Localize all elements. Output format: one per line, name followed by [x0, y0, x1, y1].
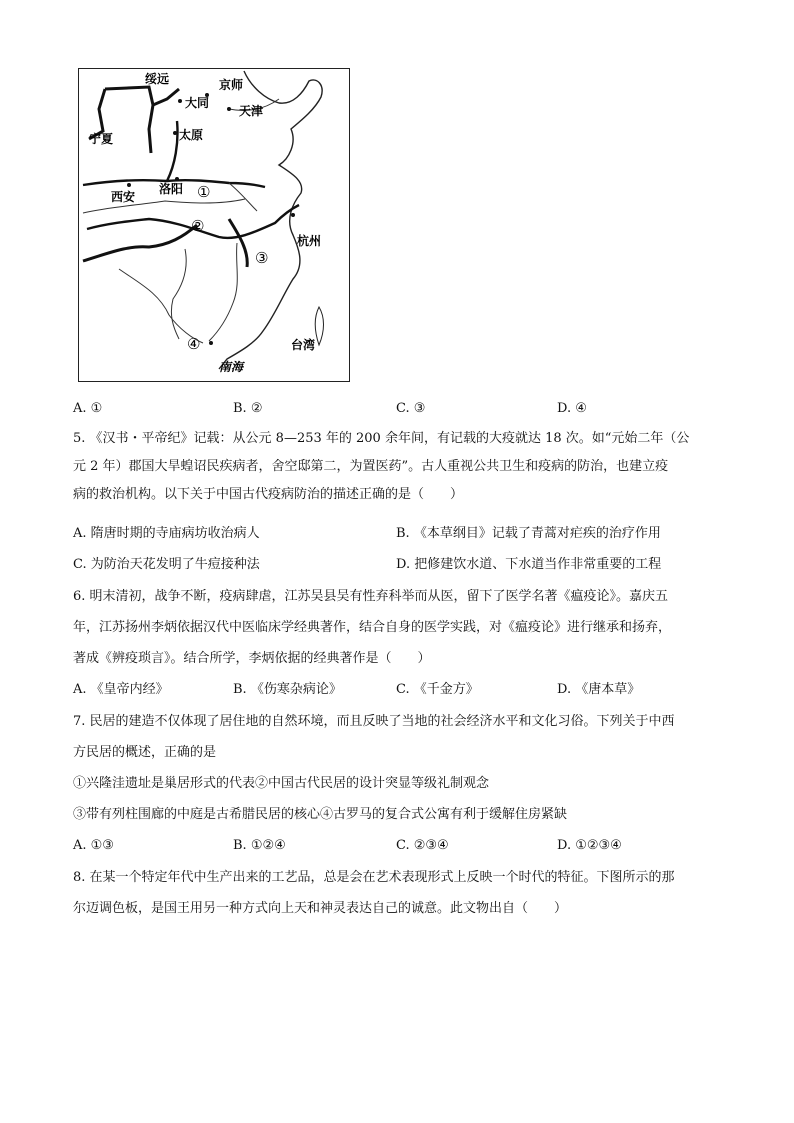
q7-option-b[interactable]: B. ①②④: [233, 838, 286, 853]
historical-map-figure: [78, 68, 350, 382]
map-label-taiwan: 台湾: [291, 338, 316, 352]
yellow-river: [83, 121, 265, 187]
coastline: [219, 71, 322, 369]
boundary-southwest: [83, 225, 197, 261]
map-drawing: [79, 69, 349, 381]
map-label-datong: 大同: [185, 96, 210, 110]
city-dot-tianjin: [227, 107, 231, 111]
q7-option-a[interactable]: A. ①③: [73, 838, 114, 853]
q7-option-d[interactable]: D. ①②③④: [557, 838, 622, 853]
q6-stem-line-2: 年，江苏扬州李炳依据汉代中医临床学经典著作，结合自身的医学实践，对《瘟疫论》进行继承和扬弃，: [73, 620, 672, 635]
q6-stem-line-1: 6. 明末清初，战争不断，疫病肆虐，江苏吴县吴有性弃科举而从医，留下了医学名著《瘟疫论》。嘉庆五: [73, 589, 669, 604]
q5-stem-line-2: 元 2 年）郡国大旱蝗诏民疾病者，舍空邸第二，为置医药”。古人重视公共卫生和疫病的防治，也建立疫: [73, 459, 669, 474]
q5-option-c[interactable]: C. 为防治天花发明了牛痘接种法: [73, 557, 260, 572]
q8-stem-line-2: 尔迈调色板，是国王用另一种方式向上天和神灵表达自己的诚意。此文物出自（ ）: [73, 901, 568, 916]
q6-option-a[interactable]: A. 《皇帝内经》: [73, 682, 169, 697]
city-dot-xian: [127, 183, 131, 187]
q6-option-d[interactable]: D. 《唐本草》: [557, 682, 641, 697]
q4-option-a[interactable]: A. ①: [73, 401, 103, 416]
q4-option-d[interactable]: D. ④: [557, 401, 587, 416]
q4-option-b[interactable]: B. ②: [233, 401, 263, 416]
q5-stem-line-3: 病的救治机构。以下关于中国古代疫病防治的描述正确的是（ ）: [73, 487, 464, 502]
q7-stem-line-1: 7. 民居的建造不仅体现了居住地的自然环境，而且反映了当地的社会经济水平和文化习俗。下列关于中西: [73, 714, 675, 729]
q5-option-d[interactable]: D. 把修建饮水道、下水道当作非常重要的工程: [396, 557, 662, 572]
city-dot-taiyuan: [173, 131, 177, 135]
q6-option-c[interactable]: C. 《千金方》: [396, 682, 479, 697]
map-label-nanhai: 南海: [219, 360, 244, 374]
city-dot-hangzhou: [291, 213, 295, 217]
map-label-suiyuan: 绥远: [145, 72, 170, 86]
q6-option-b[interactable]: B. 《伤寒杂病论》: [233, 682, 342, 697]
q4-option-c[interactable]: C. ③: [396, 401, 426, 416]
map-label-ningxia: 宁夏: [89, 132, 114, 146]
q7-stem-line-2: 方民居的概述，正确的是: [73, 745, 217, 760]
map-label-m3: ③: [255, 249, 269, 267]
minor-river-3: [171, 249, 186, 339]
q7-option-c[interactable]: C. ②③④: [396, 838, 449, 853]
map-label-taiyuan: 太原: [179, 128, 204, 142]
map-label-m2: ②: [191, 217, 205, 235]
q8-stem-line-1: 8. 在某一个特定年代中生产出来的工艺品，总是会在艺术表现形式上反映一个时代的特征。下图所示的那: [73, 870, 675, 885]
q7-stem-line-3: ①兴隆洼遗址是巢居形式的代表②中国古代民居的设计突显等级礼制观念: [73, 776, 490, 791]
taiwan-island: [315, 307, 323, 345]
map-label-hangzhou: 杭州: [297, 234, 322, 248]
map-label-luoyang: 洛阳: [159, 182, 184, 196]
minor-river-4: [209, 243, 237, 341]
q5-option-a[interactable]: A. 隋唐时期的寺庙病坊收治病人: [73, 526, 260, 541]
q5-option-b[interactable]: B. 《本草纲目》记载了青蒿对疟疾的治疗作用: [396, 526, 661, 541]
city-dot-luoyang: [175, 177, 179, 181]
q6-stem-line-3: 著成《辨疫琐言》。结合所学，李炳依据的经典著作是（ ）: [73, 651, 431, 666]
map-label-tianjin: 天津: [239, 104, 264, 118]
q7-stem-line-4: ③带有列柱围廊的中庭是古希腊民居的核心④古罗马的复合式公寓有利于缓解住房紧缺: [73, 807, 568, 822]
q5-stem-line-1: 5. 《汉书・平帝纪》记载：从公元 8—253 年的 200 余年间，有记载的大疫就达 18 次。如“元始二年（公: [73, 431, 690, 446]
map-label-m1: ①: [197, 183, 211, 201]
city-dot-datong: [178, 99, 182, 103]
map-label-xian: 西安: [111, 190, 136, 204]
minor-river-1: [83, 199, 245, 213]
minor-river-2: [229, 183, 257, 211]
city-dot-point4: [209, 341, 213, 345]
boundary-southeast: [229, 219, 247, 267]
minor-river-5: [119, 269, 203, 343]
map-label-m4: ④: [187, 335, 201, 353]
map-label-jingshi: 京师: [219, 78, 244, 92]
